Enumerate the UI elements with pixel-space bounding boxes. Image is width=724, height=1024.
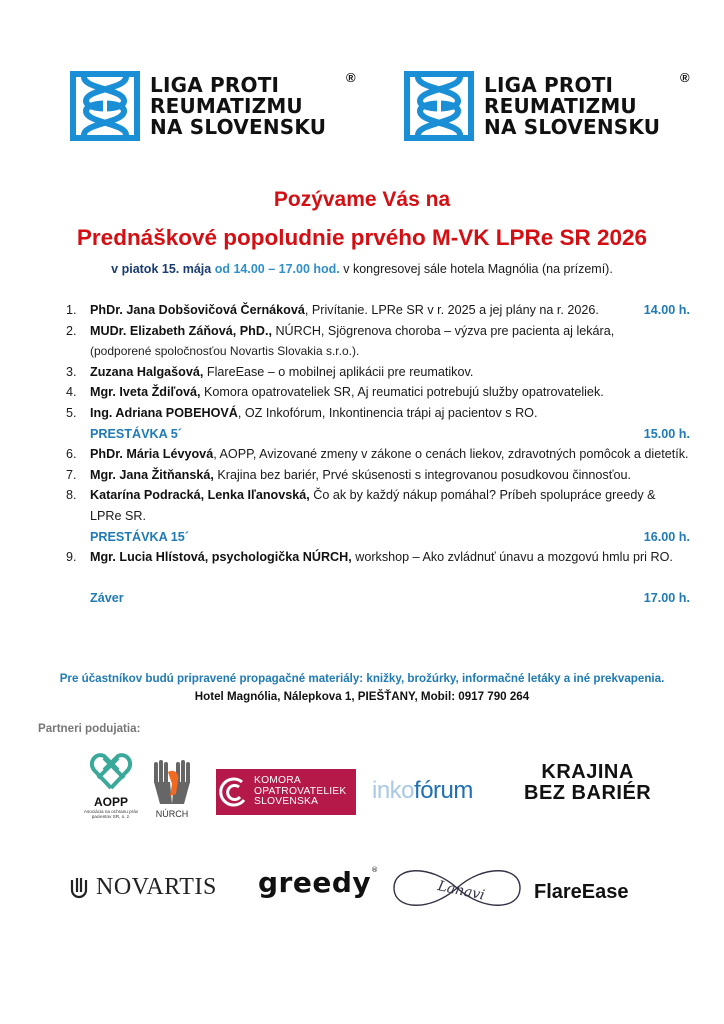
speaker-name: Zuzana Halgašová, — [90, 364, 204, 379]
speaker-name: Mgr. Lucia Hlístová, psychologička NÚRCH, — [90, 550, 352, 565]
event-details — [0, 262, 724, 276]
logo-line: REUMATIZMU — [484, 93, 637, 118]
speaker-name: Mgr. Iveta Ždiľová, — [90, 385, 201, 400]
speaker-name: PhDr. Jana Dobšovičová Černáková — [90, 303, 305, 317]
program-list — [66, 300, 690, 608]
talk-description: NÚRCH, Sjögrenova choroba – výzva pre pacienta aj lekára, — [271, 323, 615, 338]
logo-line: REUMATIZMU — [150, 93, 303, 118]
talk-description: workshop – Ako zvládnuť únavu a mozgovú hmlu pri RO. — [351, 550, 673, 565]
lpre-emblem-icon — [70, 71, 140, 141]
komora-line: SLOVENSKA — [254, 796, 319, 808]
break-label: PRESTÁVKA 5´ — [90, 426, 182, 441]
novartis-flame-icon — [68, 876, 90, 900]
komora-line: KOMORA — [254, 775, 301, 787]
talk-description: , OZ Inkofórum, Inkontinencia trápi aj pacientov s RO. — [237, 405, 538, 420]
item-number: 1. — [66, 303, 77, 317]
program-item — [66, 382, 690, 403]
program-item — [66, 465, 690, 486]
partner-logo-krajina-bez-barier — [524, 762, 651, 804]
partner-logo-novartis — [68, 874, 217, 901]
item-number: 8. — [66, 488, 77, 503]
talk-description: Čo ak by každý nákup pomáhal? Príbeh spolupráce greedy & LPRe SR. — [90, 488, 656, 523]
partner-logo-komora — [216, 769, 356, 815]
break-time: 16.00 h. — [643, 529, 690, 544]
lpre-logo-text — [484, 72, 661, 139]
talk-description: , AOPP, Avizované zmeny v zákone o cenách liekov, zdravotných pomôcok a dietetík. — [213, 447, 689, 462]
program-item — [66, 485, 690, 526]
item-number: 3. — [66, 364, 77, 379]
closing-row — [66, 588, 690, 609]
komora-line: OPATROVATELIEK — [254, 785, 347, 797]
event-date: v piatok 15. mája — [111, 262, 212, 276]
lpre-logo-right — [404, 70, 690, 142]
program-item — [66, 547, 690, 568]
break-time: 15.00 h. — [643, 426, 690, 441]
materials-note: Pre účastníkov budú pripravené propagačné materiály: knižky, brožúrky, informačné letáky a iné prekvapenia. — [59, 672, 665, 685]
logo-line: LIGA PROTI — [150, 72, 280, 97]
talk-description: Komora opatrovateliek SR, Aj reumatici potrebujú služby opatrovateliek. — [200, 385, 604, 400]
event-time-range: od 14.00 – 17.00 hod. — [214, 262, 340, 276]
talk-description: , Privítanie. LPRe SR v r. 2025 a jej plány na r. 2026. — [304, 303, 599, 317]
nurch-hands-icon — [152, 758, 192, 806]
closing-label: Záver — [90, 590, 124, 605]
program-item — [66, 403, 690, 424]
speaker-name: Ing. Adriana POBEHOVÁ — [90, 405, 238, 420]
inko-part: inko — [372, 777, 415, 804]
partners-label: Partneri podujatia: — [38, 722, 141, 735]
lpre-logo-left — [70, 70, 356, 142]
logo-line: NA SLOVENSKU — [150, 114, 327, 139]
program-item — [66, 321, 690, 362]
partner-logo-nurch — [152, 758, 192, 820]
speaker-name: PhDr. Mária Lévyová — [90, 447, 214, 462]
greedy-name: greedy — [258, 866, 372, 899]
logo-line: NA SLOVENSKU — [484, 114, 661, 139]
event-title: Prednáškové popoludnie prvého M-VK LPRe SR 2026 — [76, 225, 648, 250]
partner-logo-greedy — [258, 866, 379, 899]
forum-part: fórum — [414, 777, 473, 804]
novartis-name: NOVARTIS — [96, 874, 217, 900]
hotel-address: Hotel Magnólia, Nálepkova 1, PIEŠŤANY, Mobil: 0917 790 264 — [194, 690, 530, 703]
invitation-title: Pozývame Vás na — [273, 188, 451, 211]
speaker-name: Mgr. Jana Žitňanská, — [90, 467, 214, 482]
item-number: 4. — [66, 385, 77, 400]
program-item — [66, 444, 690, 465]
krajina-line: BEZ BARIÉR — [524, 782, 652, 804]
item-number: 5. — [66, 405, 77, 420]
speaker-name: Katarína Podracká, Lenka Iľanovská, — [90, 488, 310, 503]
registered-mark: ® — [371, 866, 379, 874]
logo-line: LIGA PROTI — [484, 72, 614, 97]
break-row — [66, 424, 690, 445]
registered-mark: ® — [680, 70, 690, 85]
break-row — [66, 527, 690, 548]
aopp-subtitle: Asociácia na ochranu práv pacientov SR, o. z. — [83, 809, 139, 819]
sponsor-note: (podporené spoločnosťou Novartis Slovakia s.r.o.). — [90, 344, 360, 359]
program-item — [66, 300, 690, 321]
partner-logo-lanavi — [390, 862, 524, 914]
talk-description: Krajina bez bariér, Prvé skúsenosti s integrovanou posudkovou činnosťou. — [213, 467, 631, 482]
spacer — [66, 568, 690, 588]
item-number: 9. — [66, 550, 77, 565]
nurch-name: NÚRCH — [155, 809, 189, 819]
item-number: 6. — [66, 447, 77, 462]
lpre-emblem-icon — [404, 71, 474, 141]
item-number: 7. — [66, 467, 77, 482]
partner-logo-aopp — [78, 750, 144, 822]
komora-swirl-icon — [216, 776, 250, 808]
break-label: PRESTÁVKA 15´ — [90, 529, 189, 544]
talk-description: FlareEase – o mobilnej aplikácii pre reumatikov. — [203, 364, 474, 379]
aopp-name: AOPP — [93, 795, 128, 809]
partner-logo-inkoforum — [372, 777, 473, 805]
event-venue: v kongresovej sále hotela Magnólia (na prízemí). — [339, 262, 613, 276]
program-item — [66, 362, 690, 383]
speaker-name: MUDr. Elizabeth Záňová, PhD., — [90, 323, 272, 338]
lpre-logo-text — [150, 72, 327, 139]
closing-time: 17.00 h. — [643, 590, 690, 605]
lanavi-script: Lanavi — [436, 878, 487, 904]
aopp-knot-icon — [88, 750, 134, 792]
partner-logo-flareease: FlareEase — [534, 881, 629, 903]
krajina-line: KRAJINA — [541, 761, 634, 783]
registered-mark: ® — [346, 70, 356, 85]
item-time: 14.00 h. — [643, 303, 690, 317]
item-number: 2. — [66, 323, 77, 338]
